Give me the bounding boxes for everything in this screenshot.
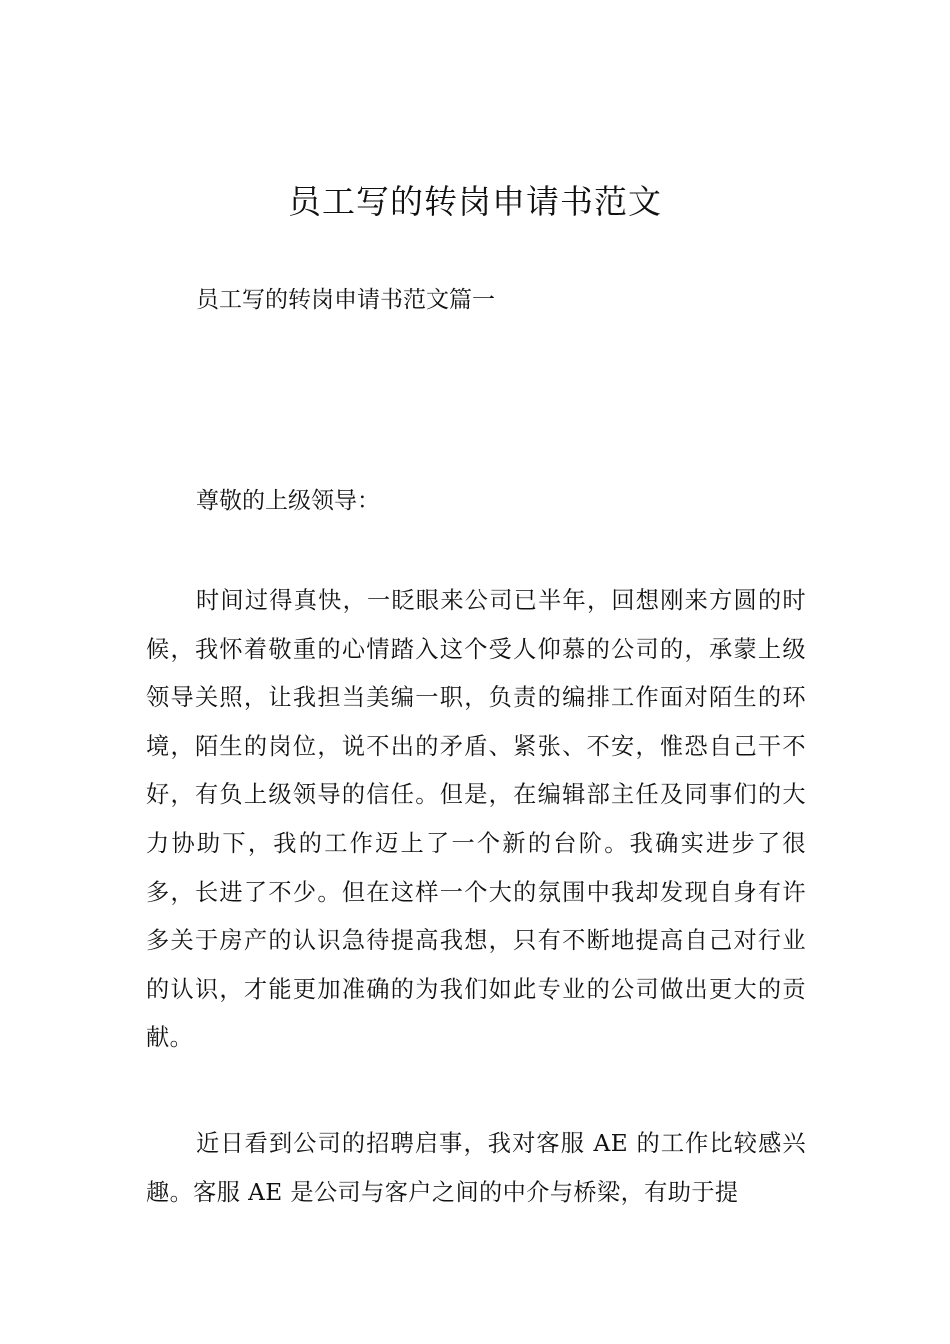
document-title: 员工写的转岗申请书范文	[288, 182, 662, 221]
body-paragraph-2: 近日看到公司的招聘启事，我对客服 AE 的工作比较感兴趣。客服 AE 是公司与客户之间的中介与桥梁，有助于提	[146, 1130, 806, 1206]
body-paragraph-1: 时间过得真快，一眨眼来公司已半年，回想刚来方圆的时候，我怀着敬重的心情踏入这个受人仰慕的公司的，承蒙上级领导关照，让我担当美编一职，负责的编排工作面对陌生的环境，陌生的岗位，说不出的矛盾、紧张、不安，惟恐自己干不好，有负上级领导的信任。但是，在编辑部主任及同事们的大力协助下，我的工作迈上了一个新的台阶。我确实进步了很多，长进了不少。但在这样一个大的氛围中我却发现自身有许多关于房产的认识急待提高我想，只有不断地提高自己对行业的认识，才能更加准确的为我们如此专业的公司做出更大的贡献。	[146, 587, 806, 1052]
salutation: 尊敬的上级领导：	[196, 488, 380, 514]
document-subtitle: 员工写的转岗申请书范文篇一	[196, 287, 495, 313]
